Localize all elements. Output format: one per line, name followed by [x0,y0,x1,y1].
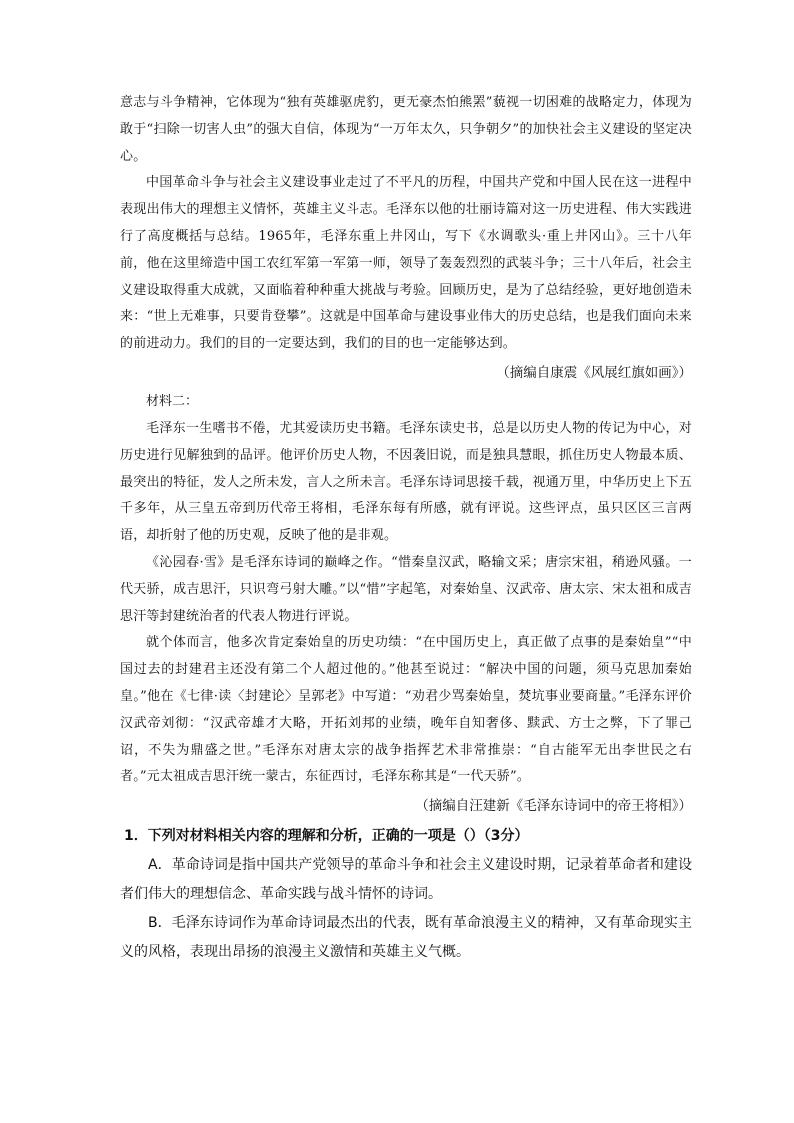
paragraph-reading-history: 毛泽东一生嗜书不倦，尤其爱读历史书籍。毛泽东读史书，总是以历史人物的传记为中心，对历史进行见解独到的品评。他评价历史人物，不因袭旧说，而是独具慧眼，抓住历史人物最本质、最突出的特征，发人之所未发，言人之所未言。毛泽东诗词思接千载，视通万里，中华历史上下五千多年，从三皇五帝到历代帝王将相，毛泽东每有所感，就有评说。这些评点，虽只区区三言两语，却折射了他的历史观，反映了他的是非观。 [120,420,692,544]
source-citation-2: （摘编自汪建新《毛泽东诗词中的帝王将相》） [415,798,692,815]
source-citation-1: （摘编自康震《风展红旗如画》） [496,364,692,381]
paragraph-emperor-evaluations: 就个体而言，他多次肯定秦始皇的历史功绩：“在中国历史上，真正做了点事的是秦始皇”“中国过去的封建君主还没有第二个人超过他的。”他甚至说过：“解决中国的问题，须马克思加秦始皇。”他在《七律·读〈封建论〉呈郭老》中写道：“劝君少骂秦始皇，焚坑事业要商量。”毛泽东评价汉武帝刘彻：“汉武帝雄才大略，开拓刘邦的业绩，晚年自知奢侈、黩武、方士之弊，下了罪己诏，不失为鼎盛之世。”毛泽东对唐太宗的战争指挥艺术非常推崇：“自古能军无出李世民之右者。”元太祖成吉思汗统一蒙古，东征西讨，毛泽东称其是“一代天骄”。 [120,635,692,785]
document-body [120,90,692,967]
paragraph-continued: 意志与斗争精神，它体现为“独有英雄驱虎豹，更无豪杰怕熊罴”藐视一切困难的战略定力，体现为敢于“扫除一切害人虫”的强大自信，体现为“一万年太久，只争朝夕”的加快社会主义建设的坚定决心。 [120,95,692,164]
material-two-label: 材料二： [146,393,199,409]
paragraph-qinyuanchun: 《沁园春·雪》是毛泽东诗词的巅峰之作。“惜秦皇汉武，略输文采；唐宗宋祖，稍逊风骚。一代天骄，成吉思汗，只识弯弓射大雕。”以“惜”字起笔，对秦始皇、汉武帝、唐太宗、宋太祖和成吉思汗等封建统治者的代表人物进行评说。 [120,554,692,624]
option-a: A．革命诗词是指中国共产党领导的革命斗争和社会主义建设时期，记录着革命者和建设者们伟大的理想信念、革命实践与战斗情怀的诗词。 [120,857,692,903]
option-b: B．毛泽东诗词作为革命诗词最杰出的代表，既有革命浪漫主义的精神，又有革命现实主义的风格，表现出昂扬的浪漫主义激情和英雄主义气概。 [120,915,692,961]
paragraph-revolution-history: 中国革命斗争与社会主义建设事业走过了不平凡的历程，中国共产党和中国人民在这一进程中表现出伟大的理想主义情怀，英雄主义斗志。毛泽东以他的壮丽诗篇对这一历史进程、伟大实践进行了高度概括与总结。1965年，毛泽东重上井冈山，写下《水调歌头·重上井冈山》。三十八年前，他在这里缔造中国工农红军第一军第一师，领导了轰轰烈烈的武装斗争；三十八年后，社会主义建设取得重大成就，又面临着种种重大挑战与考验。回顾历史，是为了总结经验，更好地创造未来：“世上无难事，只要肯登攀”。这就是中国革命与建设事业伟大的历史总结，也是我们面向未来的前进动力。我们的目的一定要达到，我们的目的也一定能够达到。 [120,175,692,352]
question-1-stem: 1．下列对材料相关内容的理解和分析，正确的一项是（）（3分） [124,828,529,845]
